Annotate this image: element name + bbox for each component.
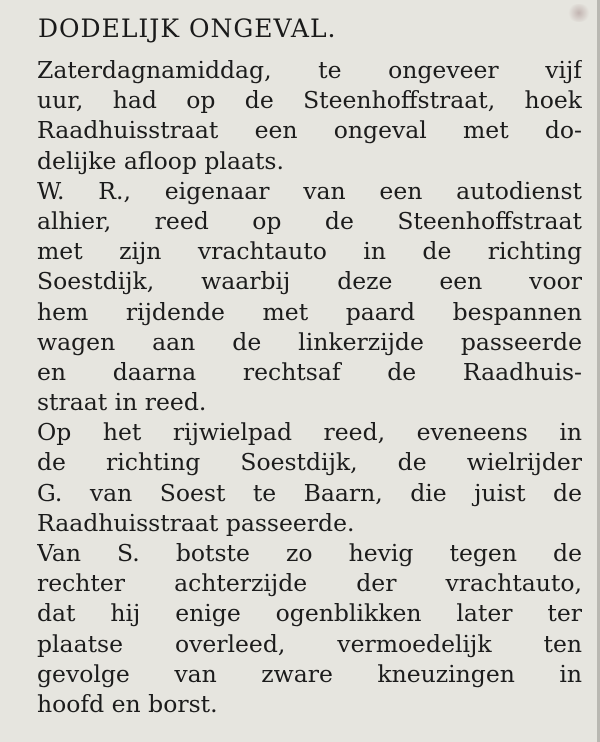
article-line: W. R., eigenaar van een autodienst xyxy=(37,176,582,205)
article-line: met zijn vrachtauto in de richting xyxy=(37,237,582,266)
article-line: hem rijdende met paard bespannen xyxy=(37,297,582,326)
ink-smudge xyxy=(567,4,591,22)
article-line: gevolge van zware kneuzingen in xyxy=(37,659,582,688)
article-headline: DODELIJK ONGEVAL. xyxy=(38,14,337,43)
article-line: delijke afloop plaats. xyxy=(37,146,284,175)
article-body xyxy=(37,55,582,719)
article-line: G. van Soest te Baarn, die juist de xyxy=(37,478,582,507)
article-line: Raadhuisstraat een ongeval met do- xyxy=(37,116,582,145)
article-line: alhier, reed op de Steenhoffstraat xyxy=(37,206,582,235)
article-line: Van S. botste zo hevig tegen de xyxy=(37,539,582,567)
article-line: Soestdijk, waarbij deze een voor xyxy=(37,267,582,296)
article-line: en daarna rechtsaf de Raadhuis- xyxy=(37,357,582,386)
article-line: dat hij enige ogenblikken later ter xyxy=(37,599,582,628)
article-line: Raadhuisstraat passeerde. xyxy=(37,508,355,537)
article-line: rechter achterzijde der vrachtauto, xyxy=(37,569,582,598)
article-line: straat in reed. xyxy=(37,388,207,417)
article-line: Zaterdagnamiddag, te ongeveer vijf xyxy=(37,56,582,84)
article-line: hoofd en borst. xyxy=(37,689,218,718)
article-line: uur, had op de Steenhoffstraat, hoek xyxy=(37,86,582,115)
article-line: Op het rijwielpad reed, eveneens in xyxy=(37,418,582,447)
article-line: de richting Soestdijk, de wielrijder xyxy=(37,448,582,477)
article-line: wagen aan de linkerzijde passeerde xyxy=(37,327,582,356)
article-line: plaatse overleed, vermoedelijk ten xyxy=(37,629,582,658)
